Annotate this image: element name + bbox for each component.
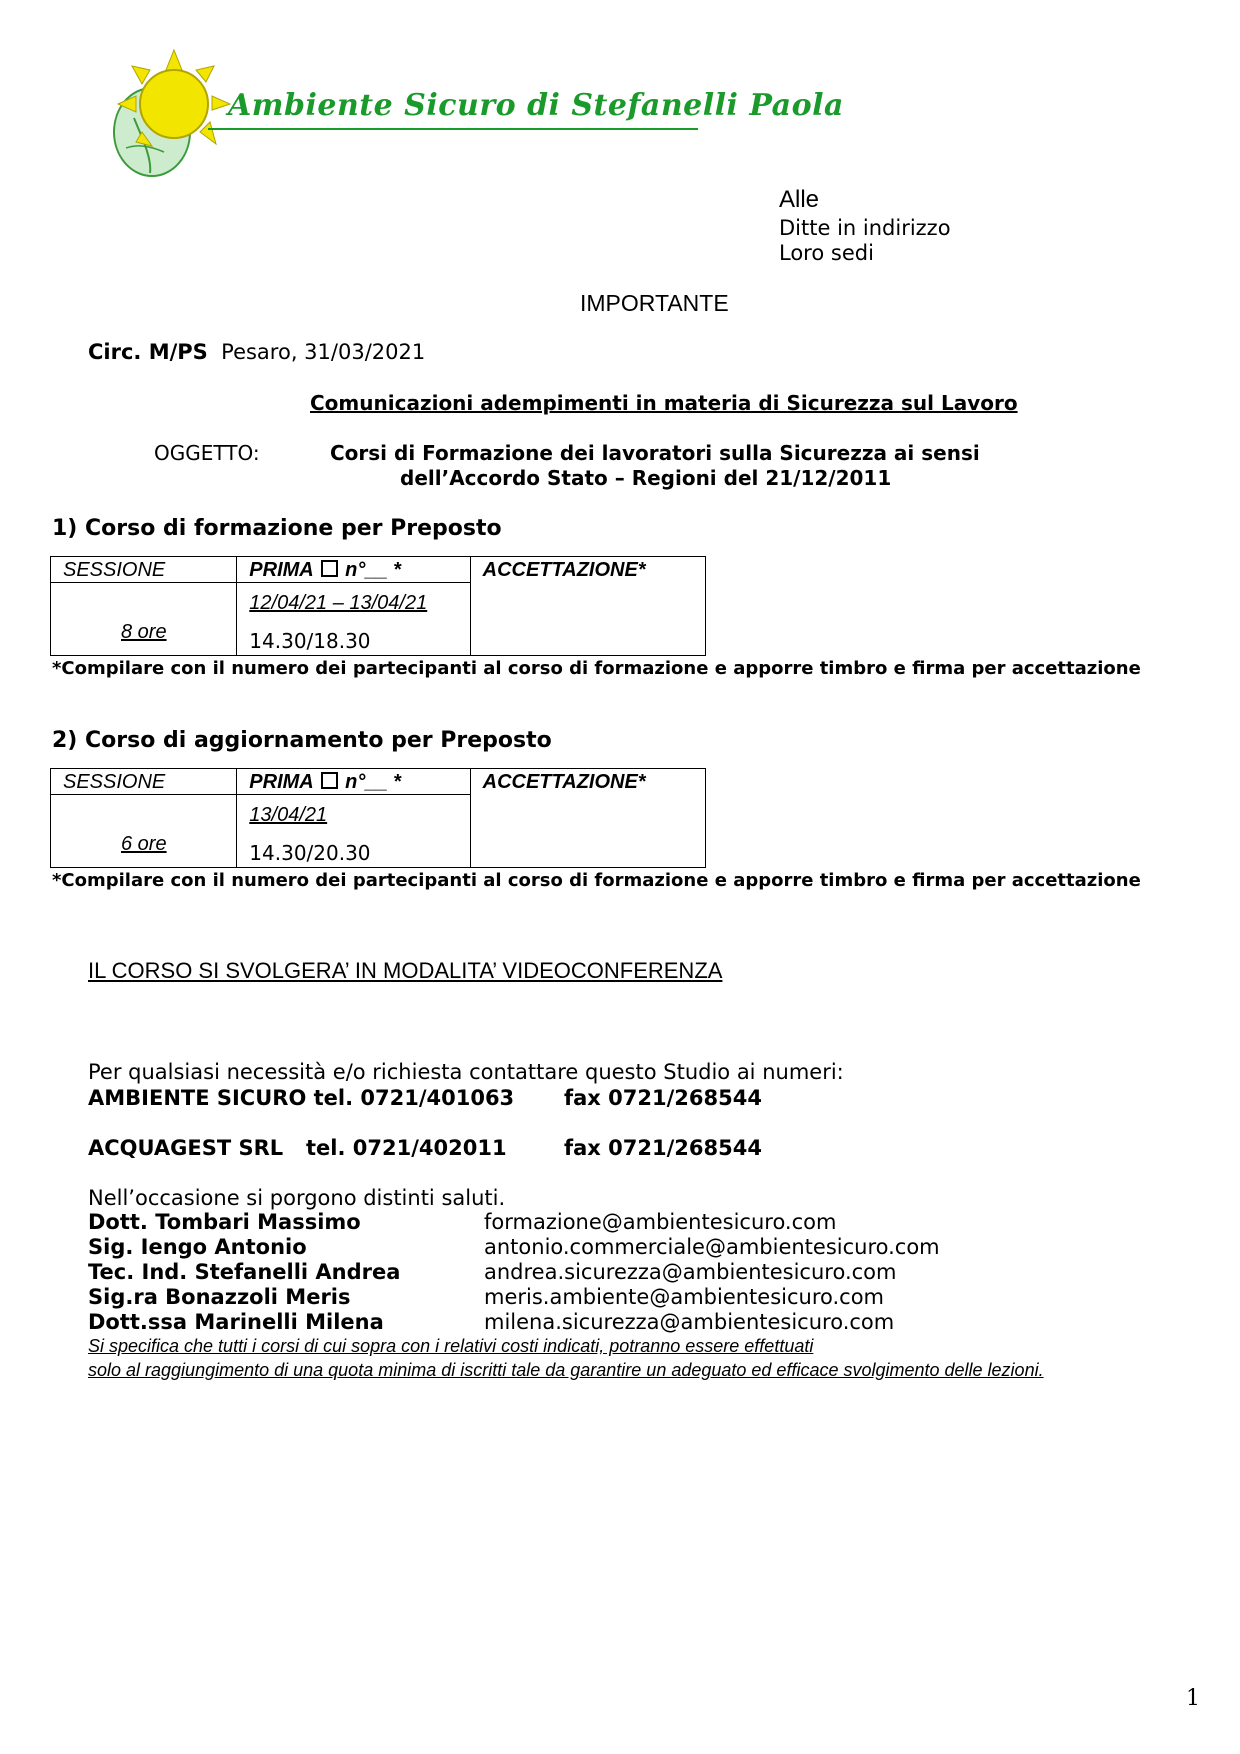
person-email[interactable]: milena.sicurezza@ambientesicuro.com [484,1310,895,1334]
person-name: Dott. Tombari Massimo [88,1210,361,1234]
videoconference-notice: IL CORSO SI SVOLGERA’ IN MODALITA’ VIDEOCONFERENZA [88,958,723,983]
course-hours: 14.30/20.30 [249,841,371,865]
course-1-title: 1) Corso di formazione per Preposto [52,516,502,541]
participants-count-label: n°__ * [345,559,401,581]
communication-title: Comunicazioni adempimenti in materia di Sicurezza sul Lavoro [310,391,1018,415]
prima-header [237,769,469,794]
accettazione-header: ACCETTAZIONE* [482,771,646,793]
session-header: SESSIONE [63,771,166,793]
course-1-note: *Compilare con il numero dei partecipanti al corso di formazione e apporre timbro e firma per accettazione [52,658,1141,679]
checkbox-icon[interactable] [321,772,338,789]
course-dates: 12/04/21 – 13/04/21 [249,592,428,614]
prima-label: PRIMA [249,771,313,793]
contacts-intro: Per qualsiasi necessità e/o richiesta contattare questo Studio ai numeri: [88,1060,844,1084]
course-1-table [50,556,706,656]
place-date: Pesaro, 31/03/2021 [221,340,426,364]
circ-label: Circ. M/PS [88,340,208,364]
prima-label: PRIMA [249,559,313,581]
course-2-title: 2) Corso di aggiornamento per Preposto [52,728,552,753]
contact-tel: tel. 0721/401063 [313,1086,515,1110]
session-header: SESSIONE [63,559,166,581]
participants-count-label: n°__ * [345,771,401,793]
importante-heading: IMPORTANTE [580,290,729,316]
prima-header [237,557,469,582]
checkbox-icon[interactable] [321,560,338,577]
person-email[interactable]: meris.ambiente@ambientesicuro.com [484,1285,885,1309]
recipient-line2: Ditte in indirizzo [779,216,951,240]
person-email[interactable]: andrea.sicurezza@ambientesicuro.com [484,1260,897,1284]
person-name: Dott.ssa Marinelli Milena [88,1310,384,1334]
oggetto-line1: Corsi di Formazione dei lavoratori sulla Sicurezza ai sensi [330,441,980,465]
recipient-line3: Loro sedi [779,241,874,265]
person-name: Sig. Iengo Antonio [88,1235,307,1259]
oggetto-line2: dell’Accordo Stato – Regioni del 21/12/2011 [400,466,892,490]
person-name: Tec. Ind. Stefanelli Andrea [88,1260,401,1284]
recipient-line1: Alle [779,186,820,213]
oggetto-label: OGGETTO: [154,441,260,465]
contact-row-ambiente [88,1086,514,1110]
contact-tel: tel. 0721/402011 [306,1136,507,1160]
circular-ref [88,340,425,364]
course-duration: 8 ore [121,621,167,643]
contact-row-acquagest [88,1136,283,1160]
course-2-table [50,768,706,868]
contact-name: AMBIENTE SICURO [88,1086,307,1110]
person-email[interactable]: formazione@ambientesicuro.com [484,1210,837,1234]
disclaimer-line2: solo al raggiungimento di una quota minima di iscritti tale da garantire un adeguato ed efficace svolgimento delle lezioni. [88,1360,1044,1380]
disclaimer-line1: Si specifica che tutti i corsi di cui sopra con i relativi costi indicati, potranno essere effettuati [88,1336,814,1356]
accettazione-header: ACCETTAZIONE* [482,559,646,581]
course-2-note: *Compilare con il numero dei partecipanti al corso di formazione e apporre timbro e firma per accettazione [52,870,1141,891]
course-hours: 14.30/18.30 [249,629,371,653]
contact-fax: fax 0721/268544 [564,1086,762,1110]
person-name: Sig.ra Bonazzoli Meris [88,1285,351,1309]
page-number: 1 [1186,1686,1200,1711]
company-name: Ambiente Sicuro di Stefanelli Paola [228,88,844,123]
greeting: Nell’occasione si porgono distinti saluti. [88,1186,506,1210]
course-duration: 6 ore [121,833,167,855]
contact-fax: fax 0721/268544 [564,1136,762,1160]
person-email[interactable]: antonio.commerciale@ambientesicuro.com [484,1235,940,1259]
course-dates: 13/04/21 [249,804,328,826]
contact-name: ACQUAGEST SRL [88,1136,284,1160]
